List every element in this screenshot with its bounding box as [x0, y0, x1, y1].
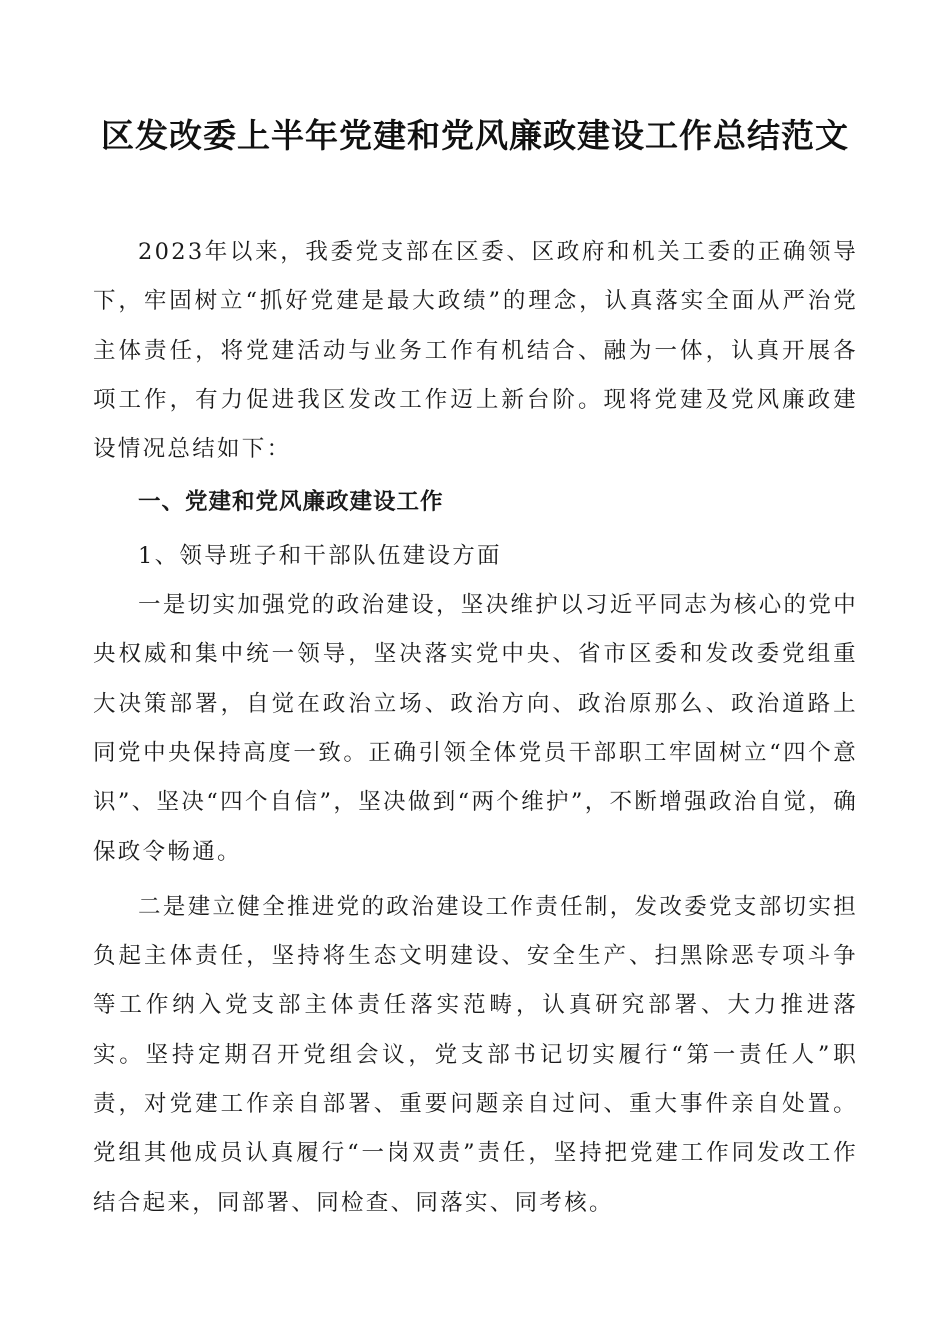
intro-paragraph: 2023年以来，我委党支部在区委、区政府和机关工委的正确领导下，牢固树立“抓好党建是最大政绩”的理念，认真落实全面从严治党主体责任，将党建活动与业务工作有机结合、融为一体，认真开展各项工作，有力促进我区发改工作迈上新台阶。现将党建及党风廉政建设情况总结如下： — [93, 239, 858, 463]
body-paragraph: 二是建立健全推进党的政治建设工作责任制，发改委党支部切实担负起主体责任，坚持将生态文明建设、安全生产、扫黑除恶专项斗争等工作纳入党支部主体责任落实范畴，认真研究部署、大力推进落实。坚持定期召开党组会议，党支部书记切实履行“第一责任人”职责，对党建工作亲自部署、重要问题亲自过问、重大事件亲自处置。党组其他成员认真履行“一岗双责”责任，坚持把党建工作同发改工作结合起来，同部署、同检查、同落实、同考核。 — [93, 893, 858, 1216]
document-body — [93, 228, 858, 1228]
subsection-heading: 1、领导班子和干部队伍建设方面 — [138, 542, 502, 569]
body-paragraph: 一是切实加强党的政治建设，坚决维护以习近平同志为核心的党中央权威和集中统一领导，坚决落实党中央、省市区委和发改委党组重大决策部署，自觉在政治立场、政治方向、政治原那么、政治道路上同党中央保持高度一致。正确引领全体党员干部职工牢固树立“四个意识”、坚决“四个自信”，坚决做到“两个维护”，不断增强政治自觉，确保政令畅通。 — [93, 592, 858, 865]
section-heading: 一、党建和党风廉政建设工作 — [138, 489, 444, 516]
document-title: 区发改委上半年党建和党风廉政建设工作总结范文 — [101, 116, 849, 155]
